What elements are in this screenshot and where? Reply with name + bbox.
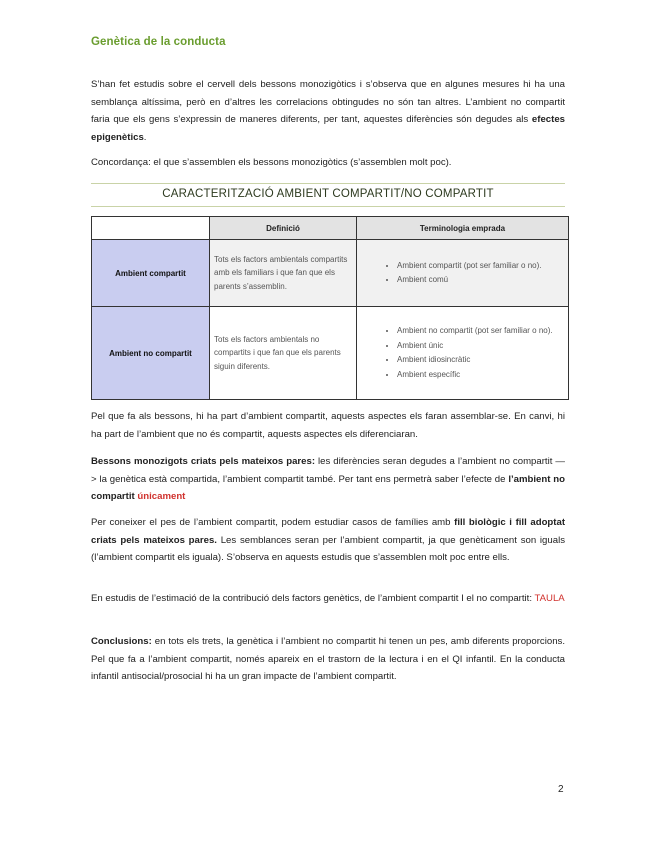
paragraph-text: les diferències seran degudes a l’ambient no compartit —> la genètica està compartida, l’ambient compartit també. Per tant ens permetrà saber l’efecte de [91, 456, 565, 485]
paragraph-text: Per coneixer el pes de l’ambient compartit, podem estudiar casos de famílies amb [91, 517, 455, 528]
bold-term: Bessons monozigots criats pels mateixos pares: [91, 456, 316, 467]
column-header-definicio: Definició [210, 217, 357, 240]
paragraph-epigenetics [91, 76, 565, 146]
column-header-terminologia: Terminologia emprada [357, 217, 569, 240]
title-rule-top [91, 183, 565, 184]
terminology-cell [357, 307, 569, 400]
bold-term: Conclusions: [91, 636, 152, 647]
paragraph-conclusions [91, 633, 565, 686]
list-item: • Ambient idiosincràtic [397, 353, 562, 368]
bold-term: efectes epigenètics [91, 114, 565, 143]
terminology-cell [357, 240, 569, 307]
paragraph-monozygotic [91, 453, 565, 506]
characterization-table [91, 216, 569, 400]
paragraph-text: Les semblances seran per l’ambient compartit, ja que genèticament son iguals (l’ambient compartit els iguala). S’observa en aquests estudis que s’assemblen molt poc entre ells. [91, 534, 565, 564]
page-number: 2 [558, 784, 564, 795]
list-item: • Ambient no compartit (pot ser familiar o no). [397, 324, 562, 339]
list-item: • Ambient únic [397, 339, 562, 354]
definition-cell: Tots els factors ambientals compartits amb els familiars i que fan que els parents s’assemblin. [210, 240, 357, 307]
table-title: CARACTERITZACIÓ AMBIENT COMPARTIT/NO COMPARTIT [162, 188, 494, 200]
row-header: Ambient no compartit [92, 307, 210, 400]
list-item: • Ambient específic [397, 368, 562, 383]
document-header: Genètica de la conducta [91, 36, 226, 48]
paragraph-concordance: Concordança: el que s’assemblen els bessons monozigòtics (s’assemblen molt poc). [91, 157, 452, 168]
table-row [92, 307, 569, 400]
table-reference: TAULA [534, 593, 565, 604]
paragraph-text: . [143, 131, 147, 143]
highlight-term: únicament [137, 491, 186, 503]
list-item: • Ambient comú [397, 273, 562, 288]
row-header: Ambient compartit [92, 240, 210, 307]
paragraph-text: En estudis de l’estimació de la contribució dels factors genètics, de l’ambient compartit I el no compartit: [91, 593, 535, 604]
paragraph-text: S’han fet estudis sobre el cervell dels bessons monozigòtics i s’observa que en algunes mesures hi ha una semblança altíssima, però en d’altres les correlacions obtingudes no són tan altres. L’ambient no compartit faria que els gens s’expressin de maneres diferents, per tant, aquestes diferències són degudes als [91, 79, 565, 126]
paragraph-text: en tots els trets, la genètica i l’ambient no compartit hi tenen un pes, amb diferents proporcions. Pel que fa a l’ambient compartit, només apareix en el trastorn de la lectura i en el QI infantil. En la conducta infantil antisocial/prosocial hi ha un gran impacte de l’ambient compartit. [91, 636, 565, 683]
bold-term: fill biològic i fill adoptat criats pels mateixos pares. [91, 517, 566, 546]
list-item: • Ambient compartit (pot ser familiar o no). [397, 259, 562, 274]
table-corner-cell [92, 217, 210, 240]
table-row [92, 240, 569, 307]
paragraph-twins: Pel que fa als bessons, hi ha part d’ambient compartit, aquests aspectes els faran assemblar-se. En canvi, hi ha part de l’ambient que no és compartit, aquests aspectes els diferenciaran. [91, 411, 565, 440]
paragraph-adoption [91, 514, 565, 567]
paragraph-estimation [91, 590, 565, 608]
definition-cell: Tots els factors ambientals no compartits i que fan que els parents siguin diferents. [210, 307, 357, 400]
bold-term: l’ambient no compartit [91, 473, 565, 503]
title-rule-bottom [91, 206, 565, 207]
